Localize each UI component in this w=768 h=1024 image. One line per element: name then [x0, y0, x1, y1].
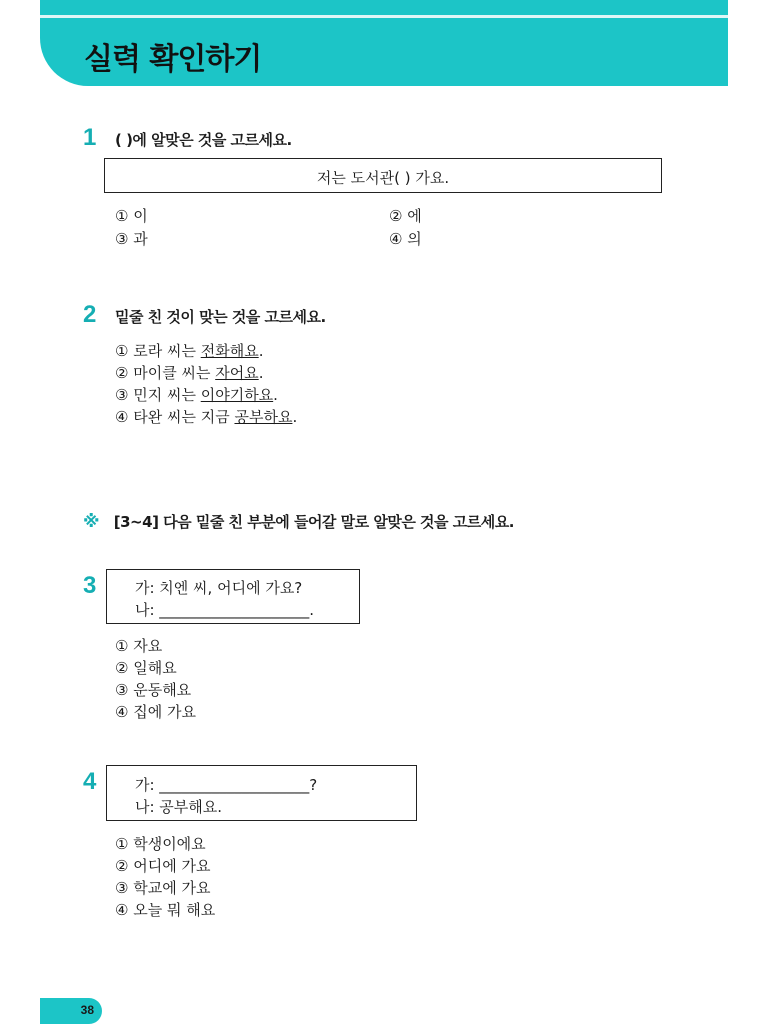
dialogue-line-2: 나: 공부해요.	[135, 798, 223, 816]
question-2-number: 2	[83, 301, 97, 328]
page-number: 38	[80, 1003, 94, 1017]
question-1-option-2[interactable]: ② 에	[389, 207, 422, 225]
question-1-sentence: 저는 도서관( ) 가요.	[316, 169, 450, 187]
option-period: .	[273, 386, 278, 404]
question-3-option-4[interactable]: ④ 집에 가요	[115, 703, 196, 721]
question-3-dialogue-box	[106, 569, 360, 624]
question-1-option-4[interactable]: ④ 의	[389, 230, 422, 248]
underlined-word: 전화해요	[200, 342, 259, 360]
header-banner	[40, 0, 728, 86]
option-period: .	[292, 408, 298, 426]
section-note	[83, 511, 514, 532]
header-stripe	[40, 15, 728, 18]
question-1-instruction: ( )에 알맞은 것을 고르세요.	[115, 131, 292, 149]
question-3-option-3[interactable]: ③ 운동해요	[115, 681, 192, 699]
question-4-option-4[interactable]: ④ 오늘 뭐 해요	[115, 901, 216, 919]
question-4-option-3[interactable]: ③ 학교에 가요	[115, 879, 211, 897]
underlined-word: 공부하요	[234, 408, 293, 426]
question-2-option-3[interactable]	[115, 384, 278, 405]
option-text: ④ 타완 씨는 지금	[115, 408, 235, 426]
dialogue-line-1: 가: ____________________?	[135, 776, 318, 794]
question-3-number: 3	[83, 572, 97, 599]
page-number-badge	[40, 998, 102, 1024]
question-2-option-2[interactable]	[115, 362, 263, 383]
option-text: ③ 민지 씨는	[115, 386, 201, 404]
option-period: .	[258, 364, 264, 382]
page-title: 실력 확인하기	[84, 42, 262, 77]
question-4-option-1[interactable]: ① 학생이에요	[115, 835, 206, 853]
question-1-sentence-box	[104, 158, 662, 193]
question-4-option-2[interactable]: ② 어디에 가요	[115, 857, 211, 875]
question-4-dialogue-box	[106, 765, 417, 821]
option-text: ② 마이클 씨는	[115, 364, 216, 382]
option-text: ① 로라 씨는	[115, 342, 201, 360]
dialogue-line-2: 나: ____________________.	[135, 601, 315, 619]
question-1-option-1[interactable]: ① 이	[115, 207, 148, 225]
section-note-text: [3~4] 다음 밑줄 친 부분에 들어갈 말로 알맞은 것을 고르세요.	[113, 513, 514, 531]
question-1-number: 1	[83, 124, 97, 151]
question-4-number: 4	[83, 768, 97, 795]
question-2-option-1[interactable]	[115, 340, 263, 361]
question-3-option-1[interactable]: ① 자요	[115, 637, 163, 655]
question-1-option-3[interactable]: ③ 과	[115, 230, 148, 248]
question-3-option-2[interactable]: ② 일해요	[115, 659, 177, 677]
option-period: .	[258, 342, 264, 360]
dialogue-line-1: 가: 치엔 씨, 어디에 가요?	[135, 579, 303, 597]
reference-mark-icon: ※	[83, 512, 100, 532]
question-2-option-4[interactable]	[115, 406, 297, 427]
underlined-word: 자어요	[215, 364, 259, 382]
underlined-word: 이야기하요	[200, 386, 274, 404]
question-2-instruction: 밑줄 친 것이 맞는 것을 고르세요.	[115, 308, 326, 326]
